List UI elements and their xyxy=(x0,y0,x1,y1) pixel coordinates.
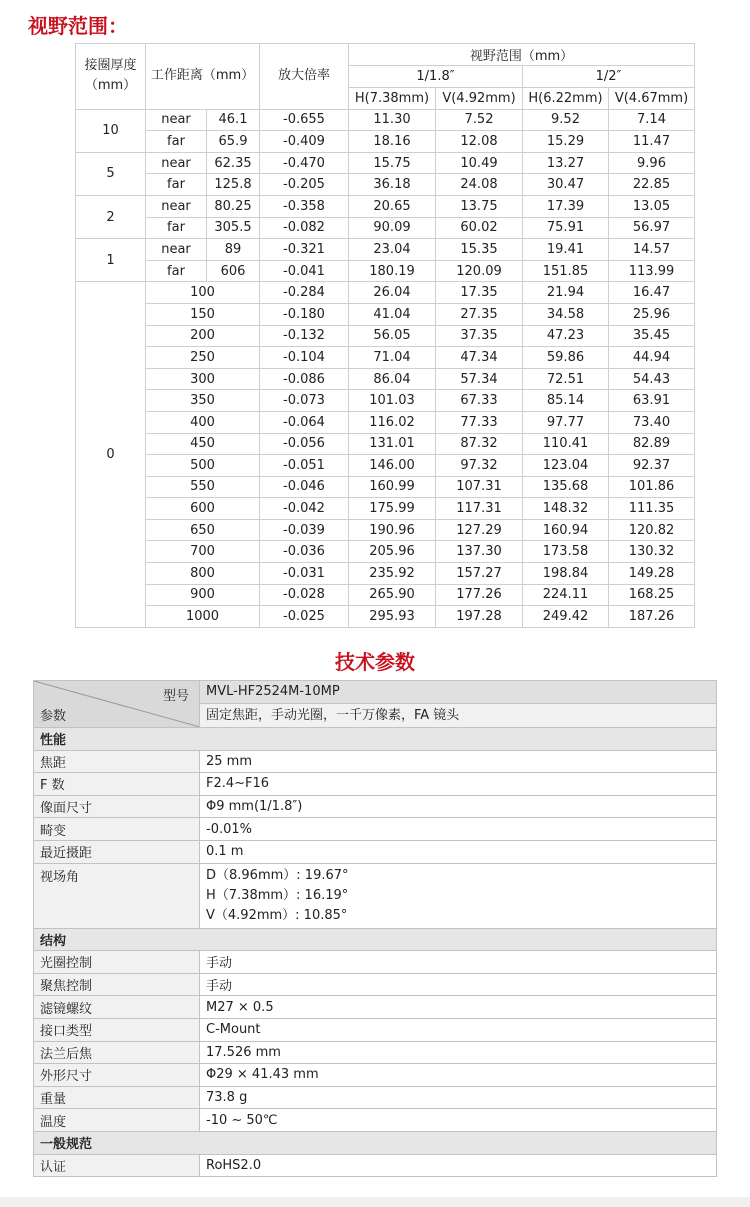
cell-h2: 151.85 xyxy=(523,260,609,282)
spec-value: 73.8 g xyxy=(200,1086,717,1109)
distance-label: near xyxy=(146,195,207,217)
cell-v2: 101.86 xyxy=(609,476,695,498)
fov-row xyxy=(76,476,695,498)
cell-mag: -0.064 xyxy=(260,411,349,433)
distance-value: 150 xyxy=(146,303,260,325)
spec-row xyxy=(34,1018,717,1041)
distance-label: near xyxy=(146,152,207,174)
distance-value: 450 xyxy=(146,433,260,455)
cell-h2: 13.27 xyxy=(523,152,609,174)
cell-h1: 175.99 xyxy=(349,498,436,520)
spec-label: F 数 xyxy=(34,773,200,796)
fov-row xyxy=(76,282,695,304)
cell-v2: 130.32 xyxy=(609,541,695,563)
cell-h2: 135.68 xyxy=(523,476,609,498)
cell-h2: 160.94 xyxy=(523,519,609,541)
spec-row xyxy=(34,1041,717,1064)
cell-mag: -0.073 xyxy=(260,390,349,412)
cell-h2: 21.94 xyxy=(523,282,609,304)
fov-row xyxy=(76,563,695,585)
spec-table xyxy=(33,680,717,1177)
spec-value: 17.526 mm xyxy=(200,1041,717,1064)
fov-row xyxy=(76,411,695,433)
cell-v2: 56.97 xyxy=(609,217,695,239)
cell-h2: 148.32 xyxy=(523,498,609,520)
cell-h1: 265.90 xyxy=(349,584,436,606)
cell-h1: 15.75 xyxy=(349,152,436,174)
cell-v1: 197.28 xyxy=(436,606,523,628)
cell-v1: 137.30 xyxy=(436,541,523,563)
spec-label: 滤镜螺纹 xyxy=(34,996,200,1019)
cell-h1: 160.99 xyxy=(349,476,436,498)
spec-section-row xyxy=(34,928,717,951)
desc-value: 固定焦距，手动光圈，一千万像素，FA 镜头 xyxy=(200,704,716,727)
cell-h2: 72.51 xyxy=(523,368,609,390)
spec-label: 光圈控制 xyxy=(34,951,200,974)
spec-row xyxy=(34,773,717,796)
distance-label: far xyxy=(146,260,207,282)
cell-v2: 63.91 xyxy=(609,390,695,412)
cell-mag: -0.655 xyxy=(260,109,349,131)
spec-value: 0.1 m xyxy=(200,840,717,863)
cell-v1: 157.27 xyxy=(436,563,523,585)
cell-v2: 73.40 xyxy=(609,411,695,433)
ring-thickness: 0 xyxy=(76,282,146,628)
spec-label: 视场角 xyxy=(34,863,200,928)
cell-h1: 116.02 xyxy=(349,411,436,433)
cell-h2: 30.47 xyxy=(523,174,609,196)
distance-value: 200 xyxy=(146,325,260,347)
cell-v2: 35.45 xyxy=(609,325,695,347)
cell-h1: 180.19 xyxy=(349,260,436,282)
cell-v1: 24.08 xyxy=(436,174,523,196)
distance-value: 600 xyxy=(146,498,260,520)
cell-h2: 198.84 xyxy=(523,563,609,585)
cell-v2: 13.05 xyxy=(609,195,695,217)
cell-h1: 131.01 xyxy=(349,433,436,455)
spec-section-row xyxy=(34,728,717,751)
fov-angle-line: D（8.96mm）: 19.67° xyxy=(206,867,349,883)
cell-v1: 87.32 xyxy=(436,433,523,455)
fov-row xyxy=(76,260,695,282)
spec-value: 25 mm xyxy=(200,750,717,773)
spec-header-diagonal xyxy=(34,681,200,728)
spec-value: Φ9 mm(1/1.8″) xyxy=(200,795,717,818)
fov-title: 视野范围： xyxy=(28,14,128,38)
fov-row xyxy=(76,519,695,541)
cell-v1: 13.75 xyxy=(436,195,523,217)
header-h1: H(7.38mm) xyxy=(349,87,436,109)
cell-h2: 19.41 xyxy=(523,239,609,261)
section-title: 一般规范 xyxy=(34,1131,717,1154)
cell-mag: -0.104 xyxy=(260,347,349,369)
cell-v1: 37.35 xyxy=(436,325,523,347)
spec-label: 法兰后焦 xyxy=(34,1041,200,1064)
cell-mag: -0.358 xyxy=(260,195,349,217)
cell-mag: -0.205 xyxy=(260,174,349,196)
header-v2: V(4.67mm) xyxy=(609,87,695,109)
spec-value: -0.01% xyxy=(200,818,717,841)
cell-h1: 146.00 xyxy=(349,455,436,477)
cell-h2: 249.42 xyxy=(523,606,609,628)
cell-v1: 117.31 xyxy=(436,498,523,520)
spec-row xyxy=(34,750,717,773)
cell-mag: -0.041 xyxy=(260,260,349,282)
fov-row xyxy=(76,239,695,261)
cell-v2: 168.25 xyxy=(609,584,695,606)
model-value: MVL-HF2524M-10MP xyxy=(200,681,716,704)
cell-v1: 77.33 xyxy=(436,411,523,433)
spec-row xyxy=(34,795,717,818)
cell-v2: 14.57 xyxy=(609,239,695,261)
distance-label: far xyxy=(146,131,207,153)
fov-row xyxy=(76,584,695,606)
cell-h2: 34.58 xyxy=(523,303,609,325)
cell-v2: 149.28 xyxy=(609,563,695,585)
header-h2: H(6.22mm) xyxy=(523,87,609,109)
cell-mag: -0.470 xyxy=(260,152,349,174)
cell-h1: 235.92 xyxy=(349,563,436,585)
distance-value: 800 xyxy=(146,563,260,585)
cell-mag: -0.036 xyxy=(260,541,349,563)
fov-row xyxy=(76,195,695,217)
cell-v1: 60.02 xyxy=(436,217,523,239)
cell-v1: 127.29 xyxy=(436,519,523,541)
header-sensor-1-1.8: 1/1.8″ xyxy=(349,66,523,88)
cell-h2: 123.04 xyxy=(523,455,609,477)
fov-row xyxy=(76,498,695,520)
header-distance: 工作距离（mm） xyxy=(146,44,260,110)
cell-h1: 20.65 xyxy=(349,195,436,217)
fov-row xyxy=(76,109,695,131)
fov-row xyxy=(76,174,695,196)
cell-h1: 18.16 xyxy=(349,131,436,153)
cell-v1: 177.26 xyxy=(436,584,523,606)
fov-row xyxy=(76,347,695,369)
ring-thickness: 2 xyxy=(76,195,146,238)
distance-value: 100 xyxy=(146,282,260,304)
spec-value: F2.4~F16 xyxy=(200,773,717,796)
distance-label: near xyxy=(146,109,207,131)
spec-value: M27 × 0.5 xyxy=(200,996,717,1019)
cell-v1: 10.49 xyxy=(436,152,523,174)
cell-mag: -0.056 xyxy=(260,433,349,455)
cell-v2: 9.96 xyxy=(609,152,695,174)
cell-mag: -0.132 xyxy=(260,325,349,347)
footer-band xyxy=(0,1197,750,1207)
spec-row xyxy=(34,951,717,974)
spec-label: 接口类型 xyxy=(34,1018,200,1041)
fov-angle-line: V（4.92mm）: 10.85° xyxy=(206,907,348,923)
spec-row xyxy=(34,1154,717,1177)
header-fov: 视野范围（mm） xyxy=(349,44,695,66)
cell-v1: 107.31 xyxy=(436,476,523,498)
cell-h1: 26.04 xyxy=(349,282,436,304)
cell-v1: 15.35 xyxy=(436,239,523,261)
distance-value: 46.1 xyxy=(207,109,260,131)
distance-value: 65.9 xyxy=(207,131,260,153)
cell-h2: 85.14 xyxy=(523,390,609,412)
spec-header-values xyxy=(200,681,717,728)
cell-v2: 187.26 xyxy=(609,606,695,628)
cell-h2: 75.91 xyxy=(523,217,609,239)
cell-mag: -0.321 xyxy=(260,239,349,261)
cell-mag: -0.086 xyxy=(260,368,349,390)
distance-value: 400 xyxy=(146,411,260,433)
distance-value: 1000 xyxy=(146,606,260,628)
cell-v1: 47.34 xyxy=(436,347,523,369)
section-title: 性能 xyxy=(34,728,717,751)
fov-row xyxy=(76,390,695,412)
distance-label: near xyxy=(146,239,207,261)
cell-v1: 120.09 xyxy=(436,260,523,282)
ring-thickness: 5 xyxy=(76,152,146,195)
spec-row xyxy=(34,973,717,996)
cell-v2: 113.99 xyxy=(609,260,695,282)
cell-h2: 224.11 xyxy=(523,584,609,606)
cell-mag: -0.284 xyxy=(260,282,349,304)
cell-v2: 22.85 xyxy=(609,174,695,196)
cell-mag: -0.039 xyxy=(260,519,349,541)
cell-v1: 57.34 xyxy=(436,368,523,390)
spec-row xyxy=(34,1109,717,1132)
fov-row xyxy=(76,303,695,325)
fov-row xyxy=(76,606,695,628)
distance-value: 350 xyxy=(146,390,260,412)
cell-h1: 11.30 xyxy=(349,109,436,131)
cell-v2: 92.37 xyxy=(609,455,695,477)
spec-label: 聚焦控制 xyxy=(34,973,200,996)
spec-label: 认证 xyxy=(34,1154,200,1177)
distance-value: 125.8 xyxy=(207,174,260,196)
spec-label: 温度 xyxy=(34,1109,200,1132)
spec-value: Φ29 × 41.43 mm xyxy=(200,1064,717,1087)
cell-h1: 86.04 xyxy=(349,368,436,390)
cell-v2: 54.43 xyxy=(609,368,695,390)
fov-row xyxy=(76,455,695,477)
model-label: 型号 xyxy=(162,689,189,704)
fov-angle-line: H（7.38mm）: 16.19° xyxy=(206,887,349,903)
spec-value: -10 ~ 50℃ xyxy=(200,1109,717,1132)
ring-thickness: 1 xyxy=(76,239,146,282)
cell-h2: 173.58 xyxy=(523,541,609,563)
spec-value: C-Mount xyxy=(200,1018,717,1041)
cell-h1: 56.05 xyxy=(349,325,436,347)
header-aperture: 接圈厚度（mm） xyxy=(76,44,146,110)
cell-h1: 36.18 xyxy=(349,174,436,196)
distance-value: 89 xyxy=(207,239,260,261)
cell-mag: -0.180 xyxy=(260,303,349,325)
fov-row xyxy=(76,325,695,347)
distance-value: 606 xyxy=(207,260,260,282)
cell-v1: 97.32 xyxy=(436,455,523,477)
fov-table xyxy=(75,43,695,628)
cell-h1: 101.03 xyxy=(349,390,436,412)
cell-mag: -0.031 xyxy=(260,563,349,585)
spec-value: RoHS2.0 xyxy=(200,1154,717,1177)
cell-h2: 97.77 xyxy=(523,411,609,433)
distance-value: 250 xyxy=(146,347,260,369)
cell-v1: 27.35 xyxy=(436,303,523,325)
distance-value: 300 xyxy=(146,368,260,390)
fov-row xyxy=(76,541,695,563)
spec-value: 手动 xyxy=(200,951,717,974)
cell-v2: 120.82 xyxy=(609,519,695,541)
spec-row-fov-angle xyxy=(34,863,717,928)
distance-value: 650 xyxy=(146,519,260,541)
distance-value: 550 xyxy=(146,476,260,498)
spec-title: 技术参数 xyxy=(335,650,415,674)
cell-v1: 17.35 xyxy=(436,282,523,304)
cell-v2: 44.94 xyxy=(609,347,695,369)
spec-section-row xyxy=(34,1131,717,1154)
cell-v2: 82.89 xyxy=(609,433,695,455)
cell-mag: -0.042 xyxy=(260,498,349,520)
distance-value: 900 xyxy=(146,584,260,606)
spec-row xyxy=(34,1064,717,1087)
spec-label: 焦距 xyxy=(34,750,200,773)
cell-h1: 190.96 xyxy=(349,519,436,541)
cell-v2: 16.47 xyxy=(609,282,695,304)
fov-row xyxy=(76,217,695,239)
distance-value: 500 xyxy=(146,455,260,477)
cell-h2: 17.39 xyxy=(523,195,609,217)
spec-label: 像面尺寸 xyxy=(34,795,200,818)
distance-value: 80.25 xyxy=(207,195,260,217)
distance-value: 62.35 xyxy=(207,152,260,174)
ring-thickness: 10 xyxy=(76,109,146,152)
distance-value: 305.5 xyxy=(207,217,260,239)
cell-h1: 90.09 xyxy=(349,217,436,239)
header-v1: V(4.92mm) xyxy=(436,87,523,109)
fov-row xyxy=(76,368,695,390)
header-sensor-1-2: 1/2″ xyxy=(523,66,695,88)
spec-label: 重量 xyxy=(34,1086,200,1109)
fov-row xyxy=(76,433,695,455)
fov-angle-values xyxy=(200,863,717,928)
cell-mag: -0.051 xyxy=(260,455,349,477)
cell-h1: 41.04 xyxy=(349,303,436,325)
cell-h1: 23.04 xyxy=(349,239,436,261)
cell-mag: -0.028 xyxy=(260,584,349,606)
spec-label: 外形尺寸 xyxy=(34,1064,200,1087)
cell-mag: -0.046 xyxy=(260,476,349,498)
cell-h2: 15.29 xyxy=(523,131,609,153)
distance-label: far xyxy=(146,174,207,196)
cell-h2: 9.52 xyxy=(523,109,609,131)
cell-h2: 110.41 xyxy=(523,433,609,455)
spec-label: 最近摄距 xyxy=(34,840,200,863)
cell-v1: 12.08 xyxy=(436,131,523,153)
spec-row xyxy=(34,1086,717,1109)
param-label: 参数 xyxy=(40,709,67,724)
cell-h1: 295.93 xyxy=(349,606,436,628)
section-title: 结构 xyxy=(34,928,717,951)
fov-row xyxy=(76,152,695,174)
spec-row xyxy=(34,840,717,863)
distance-label: far xyxy=(146,217,207,239)
spec-label: 畸变 xyxy=(34,818,200,841)
cell-mag: -0.025 xyxy=(260,606,349,628)
cell-v2: 25.96 xyxy=(609,303,695,325)
spec-row xyxy=(34,996,717,1019)
cell-h1: 71.04 xyxy=(349,347,436,369)
cell-h2: 47.23 xyxy=(523,325,609,347)
cell-h1: 205.96 xyxy=(349,541,436,563)
header-magnification: 放大倍率 xyxy=(260,44,349,110)
fov-row xyxy=(76,131,695,153)
cell-mag: -0.409 xyxy=(260,131,349,153)
cell-v1: 67.33 xyxy=(436,390,523,412)
cell-v2: 111.35 xyxy=(609,498,695,520)
cell-v1: 7.52 xyxy=(436,109,523,131)
distance-value: 700 xyxy=(146,541,260,563)
cell-v2: 11.47 xyxy=(609,131,695,153)
spec-row xyxy=(34,818,717,841)
cell-mag: -0.082 xyxy=(260,217,349,239)
cell-v2: 7.14 xyxy=(609,109,695,131)
cell-h2: 59.86 xyxy=(523,347,609,369)
spec-value: 手动 xyxy=(200,973,717,996)
